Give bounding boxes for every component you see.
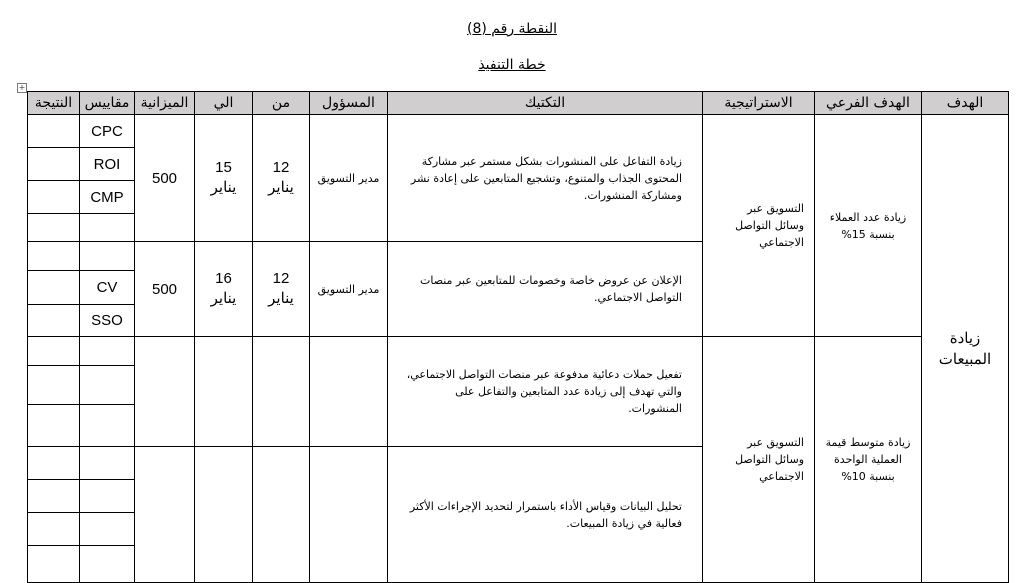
budget-cell: 500: [135, 242, 195, 337]
header-from: من: [253, 92, 310, 115]
header-budget: الميزانية: [135, 92, 195, 115]
strategy-cell: التسويق عبر وسائل التواصل الاجتماعي: [703, 337, 815, 583]
header-to: الي: [195, 92, 253, 115]
subgoal-cell: زيادة عدد العملاء بنسبة 15%: [815, 115, 922, 337]
metric-cell: [80, 337, 135, 366]
goal-cell: زيادة المبيعات: [922, 115, 1009, 583]
metric-cell: CPC: [80, 115, 135, 148]
to-date-cell: [195, 447, 253, 583]
table-row: [28, 115, 1009, 148]
execution-plan-table: [27, 91, 1009, 583]
metric-cell: [80, 546, 135, 583]
metric-cell: SSO: [80, 305, 135, 337]
metric-cell: CV: [80, 271, 135, 305]
metric-cell: [80, 405, 135, 447]
table-row: [28, 337, 1009, 366]
result-cell: [28, 271, 80, 305]
from-date-cell: 12 يناير: [253, 242, 310, 337]
metric-cell: [80, 214, 135, 242]
budget-cell: [135, 337, 195, 447]
to-date-cell: 15 يناير: [195, 115, 253, 242]
owner-cell: [310, 447, 388, 583]
budget-cell: [135, 447, 195, 583]
result-cell: [28, 148, 80, 181]
owner-cell: مدير التسويق: [310, 115, 388, 242]
from-date-cell: [253, 447, 310, 583]
result-cell: [28, 214, 80, 242]
header-goal: الهدف: [922, 92, 1009, 115]
result-cell: [28, 242, 80, 271]
result-cell: [28, 405, 80, 447]
metric-cell: ROI: [80, 148, 135, 181]
metric-cell: CMP: [80, 181, 135, 214]
strategy-cell: التسويق عبر وسائل التواصل الاجتماعي: [703, 115, 815, 337]
table-header-row: [28, 92, 1009, 115]
metric-cell: [80, 366, 135, 405]
header-tactic: التكتيك: [388, 92, 703, 115]
result-cell: [28, 337, 80, 366]
result-cell: [28, 305, 80, 337]
result-cell: [28, 366, 80, 405]
budget-cell: 500: [135, 115, 195, 242]
from-date-cell: 12 يناير: [253, 115, 310, 242]
document-subtitle: خطة التنفيذ: [478, 57, 546, 73]
from-date-cell: [253, 337, 310, 447]
tactic-cell: تحليل البيانات وقياس الأداء باستمرار لتحديد الإجراءات الأكثر فعالية في زيادة المبيعات.: [388, 447, 703, 583]
result-cell: [28, 513, 80, 546]
metric-cell: [80, 480, 135, 513]
header-owner: المسؤول: [310, 92, 388, 115]
header-metrics: مقاييس: [80, 92, 135, 115]
owner-cell: [310, 337, 388, 447]
header-strategy: الاستراتيجية: [703, 92, 815, 115]
metric-cell: [80, 513, 135, 546]
metric-cell: [80, 242, 135, 271]
result-cell: [28, 181, 80, 214]
tactic-cell: تفعيل حملات دعائية مدفوعة عبر منصات التواصل الاجتماعي، والتي تهدف إلى زيادة عدد المتابعين والتفاعل على المنشورات.: [388, 337, 703, 447]
to-date-cell: 16 يناير: [195, 242, 253, 337]
table-move-handle-icon[interactable]: +: [18, 83, 26, 92]
result-cell: [28, 480, 80, 513]
tactic-cell: الإعلان عن عروض خاصة وخصومات للمتابعين عبر منصات التواصل الاجتماعي.: [388, 242, 703, 337]
result-cell: [28, 447, 80, 480]
result-cell: [28, 115, 80, 148]
metric-cell: [80, 447, 135, 480]
to-date-cell: [195, 337, 253, 447]
owner-cell: مدير التسويق: [310, 242, 388, 337]
result-cell: [28, 546, 80, 583]
tactic-cell: زيادة التفاعل على المنشورات بشكل مستمر عبر مشاركة المحتوى الجذاب والمتنوع، وتشجيع المتابعين على إعادة نشر ومشاركة المنشورات.: [388, 115, 703, 242]
document-title: النقطة رقم (8): [467, 21, 557, 37]
header-result: النتيجة: [28, 92, 80, 115]
subgoal-cell: زيادة متوسط قيمة العملية الواحدة بنسبة 10%: [815, 337, 922, 583]
header-subgoal: الهدف الفرعي: [815, 92, 922, 115]
